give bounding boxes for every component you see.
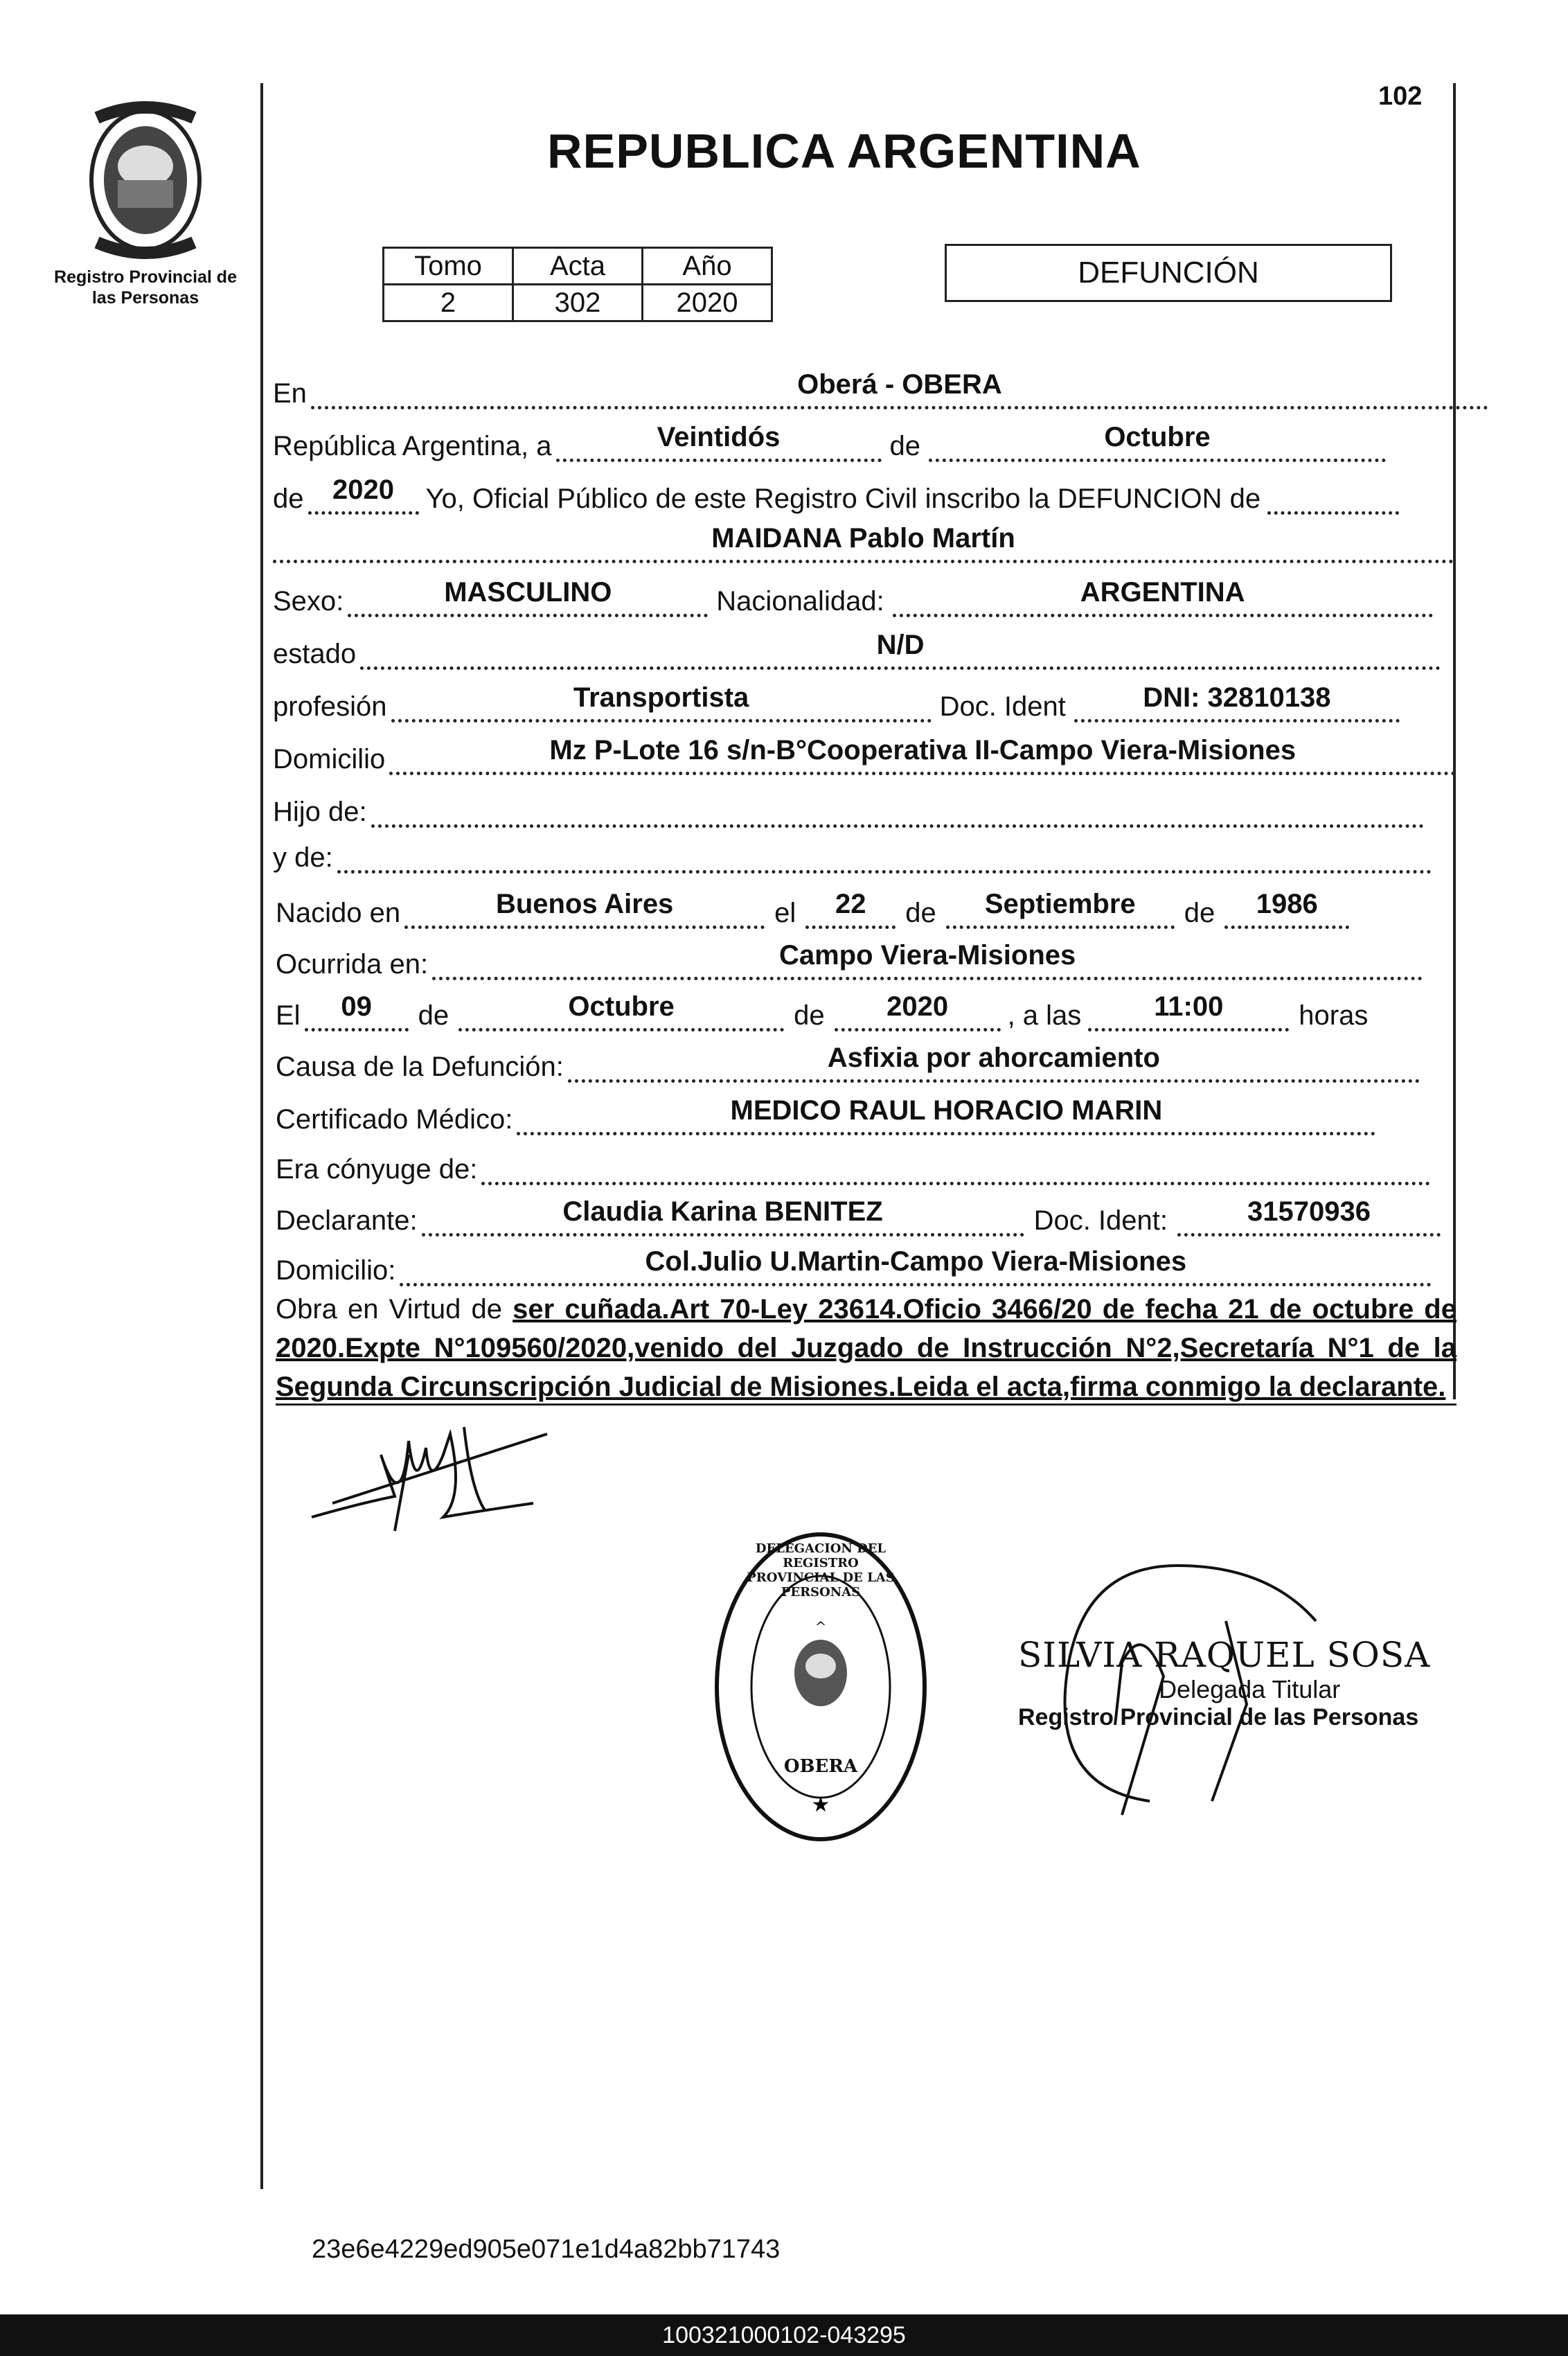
alas-label: , a las: [1007, 1000, 1082, 1031]
row-hijo: [273, 792, 1424, 828]
nac-dia-field: [805, 889, 896, 929]
officer-stamp: [1018, 1635, 1430, 1731]
row-yde: [273, 838, 1432, 874]
de-label-6: de: [794, 1000, 825, 1031]
yde-field: [337, 838, 1432, 874]
nombre-field: [273, 523, 1454, 563]
page-number: 102: [1378, 82, 1423, 111]
mes-field: [929, 422, 1386, 462]
def-hora-field: [1088, 991, 1289, 1031]
declarante-label: Declarante:: [276, 1205, 418, 1236]
ocurrida-field: [432, 940, 1423, 980]
seal-ring-text: DELEGACION DEL REGISTRO PROVINCIAL DE LAS PERSONAS: [747, 1541, 895, 1600]
estado-value: N/D: [876, 630, 925, 660]
def-dia-field: [305, 991, 409, 1031]
mes-value: Octubre: [1104, 422, 1211, 452]
docident-label: Doc. Ident: [939, 691, 1066, 722]
obra-label: Obra en Virtud de: [276, 1294, 503, 1325]
domicilio-value: Mz P-Lote 16 s/n-B°Cooperativa II-Campo Viera-Misiones: [549, 735, 1297, 765]
conyuge-label: Era cónyuge de:: [276, 1154, 478, 1185]
causa-value: Asfixia por ahorcamiento: [827, 1043, 1160, 1073]
row-ocurrida: [276, 940, 1423, 980]
anio-field: [308, 475, 419, 515]
republica-label: República Argentina, a: [273, 431, 552, 461]
domicilio2-field: [400, 1246, 1432, 1286]
def-anio-value: 2020: [887, 991, 949, 1022]
decl-doc-label: Doc. Ident:: [1033, 1205, 1168, 1236]
domicilio-label: Domicilio: [273, 744, 386, 774]
de-label-3: de: [905, 898, 936, 928]
nac-mes-field: [946, 889, 1175, 929]
seal-city: OBERA: [783, 1756, 858, 1777]
row-fecha: [273, 422, 1386, 462]
profesion-field: [391, 682, 932, 723]
row-conyuge: [276, 1150, 1430, 1185]
decl-doc-field: [1177, 1196, 1441, 1237]
left-margin-line: [260, 83, 263, 2189]
horas-label: horas: [1299, 1000, 1369, 1031]
nacionalidad-label: Nacionalidad:: [716, 586, 884, 617]
declarante-field: [422, 1196, 1024, 1237]
sexo-field: [348, 577, 708, 617]
def-mes-field: [458, 991, 784, 1031]
row-domicilio: [273, 735, 1456, 775]
certificado-field: [517, 1095, 1375, 1135]
causa-label: Causa de la Defunción:: [276, 1052, 564, 1082]
profesion-label: profesión: [273, 691, 387, 722]
official-seal: [710, 1527, 932, 1846]
yde-label: y de:: [273, 842, 333, 873]
svg-text:★: ★: [811, 1793, 830, 1817]
officer-org: Registro Provincial de las Personas: [1018, 1704, 1419, 1730]
hijo-field: [371, 792, 1424, 828]
nacionalidad-value: ARGENTINA: [1080, 577, 1245, 608]
ref-value-tomo: 2: [384, 285, 513, 321]
row-certificado: [276, 1095, 1375, 1135]
de-label-4: de: [1184, 898, 1215, 928]
def-anio-field: [835, 991, 1001, 1031]
domicilio-field: [389, 735, 1456, 775]
nac-anio-field: [1224, 889, 1349, 929]
row-fecha-defuncion: [276, 991, 1372, 1031]
domicilio2-label: Domicilio:: [276, 1255, 396, 1286]
profesion-value: Transportista: [573, 682, 749, 713]
nacido-field: [404, 889, 765, 929]
nacido-label: Nacido en: [276, 898, 401, 928]
yo-trailing-field: [1267, 479, 1399, 515]
ocurrida-label: Ocurrida en:: [276, 949, 429, 980]
decl-doc-value: 31570936: [1247, 1196, 1371, 1227]
El-label: El: [276, 1000, 301, 1031]
causa-field: [568, 1043, 1420, 1083]
declarante-value: Claudia Karina BENITEZ: [562, 1196, 883, 1227]
dia-value: Veintidós: [657, 422, 781, 452]
officer-role: Delegada Titular: [1159, 1675, 1341, 1703]
certificado-label: Certificado Médico:: [276, 1104, 513, 1135]
observations-paragraph: [276, 1290, 1456, 1406]
row-anio: [273, 475, 1399, 515]
nac-mes-value: Septiembre: [984, 889, 1136, 919]
docident-value: DNI: 32810138: [1143, 682, 1331, 713]
row-profesion: [273, 682, 1400, 723]
conyuge-field: [481, 1150, 1430, 1185]
ref-header-acta: Acta: [513, 248, 643, 285]
domicilio2-value: Col.Julio U.Martin-Campo Viera-Misiones: [645, 1246, 1187, 1277]
de-label: de: [889, 431, 920, 461]
ref-header-tomo: Tomo: [384, 248, 513, 285]
certificado-value: MEDICO RAUL HORACIO MARIN: [730, 1095, 1163, 1126]
document-title: REPUBLICA ARGENTINA: [547, 124, 1141, 178]
row-sexo: [273, 577, 1433, 617]
sexo-value: MASCULINO: [444, 577, 612, 608]
nombre-value: MAIDANA Pablo Martín: [711, 523, 1015, 553]
ocurrida-value: Campo Viera-Misiones: [778, 940, 1076, 971]
nac-anio-value: 1986: [1256, 889, 1318, 919]
nac-dia-value: 22: [835, 889, 866, 919]
row-domicilio2: [276, 1246, 1432, 1286]
document-hash: 23e6e4229ed905e071e1d4a82bb71743: [312, 2235, 781, 2264]
en-label: En: [273, 378, 307, 409]
row-causa: [276, 1043, 1420, 1083]
nacionalidad-field: [893, 577, 1433, 617]
sexo-label: Sexo:: [273, 586, 344, 617]
barcode-footer: 100321000102-043295: [0, 2314, 1568, 2356]
reference-table: [382, 247, 773, 322]
registry-label: Registro Provincial de las Personas: [54, 267, 237, 308]
estado-field: [360, 630, 1441, 670]
def-hora-value: 11:00: [1154, 991, 1224, 1022]
de-label-5: de: [418, 1000, 449, 1031]
officer-name: SILVIA RAQUEL SOSA: [1018, 1635, 1431, 1675]
row-nombre: [273, 523, 1454, 563]
en-value: Oberá - OBERA: [797, 369, 1002, 400]
en-field: [311, 369, 1488, 409]
anio-value: 2020: [332, 475, 394, 505]
row-nacido: [276, 889, 1349, 929]
row-declarante: [276, 1196, 1441, 1237]
declarant-signature: [305, 1413, 554, 1545]
obra-value: ser cuñada.Art 70-Ley 23614.Oficio 3466/20 de fecha 21 de octubre de 2020.Expte N°109560/2020,venido del Juzgado de Instrucción N°2,Secretaría N°1 de la Segunda Circunscripción Judicial de Misiones.Leida el acta,firma conmigo la declarante.: [276, 1294, 1456, 1402]
svg-text:^: ^: [814, 1618, 827, 1635]
de-label-2: de: [273, 484, 304, 514]
ref-value-acta: 302: [513, 285, 643, 321]
row-estado: [273, 630, 1441, 670]
observations-underline: [276, 1403, 1456, 1406]
row-en: [273, 369, 1488, 409]
docident-field: [1074, 682, 1400, 723]
act-type-box: DEFUNCIÓN: [945, 244, 1392, 302]
el-label: el: [774, 898, 796, 928]
coat-of-arms-logo: [69, 97, 222, 263]
yo-text: Yo, Oficial Público de este Registro Civil inscribo la DEFUNCION de: [425, 484, 1261, 514]
hijo-label: Hijo de:: [273, 797, 367, 827]
ref-header-anio: Año: [643, 248, 772, 285]
def-mes-value: Octubre: [568, 991, 675, 1022]
dia-field: [556, 422, 882, 462]
def-dia-value: 09: [341, 991, 372, 1022]
estado-label: estado: [273, 639, 357, 669]
ref-value-anio: 2020: [643, 285, 772, 321]
nacido-value: Buenos Aires: [495, 889, 674, 919]
